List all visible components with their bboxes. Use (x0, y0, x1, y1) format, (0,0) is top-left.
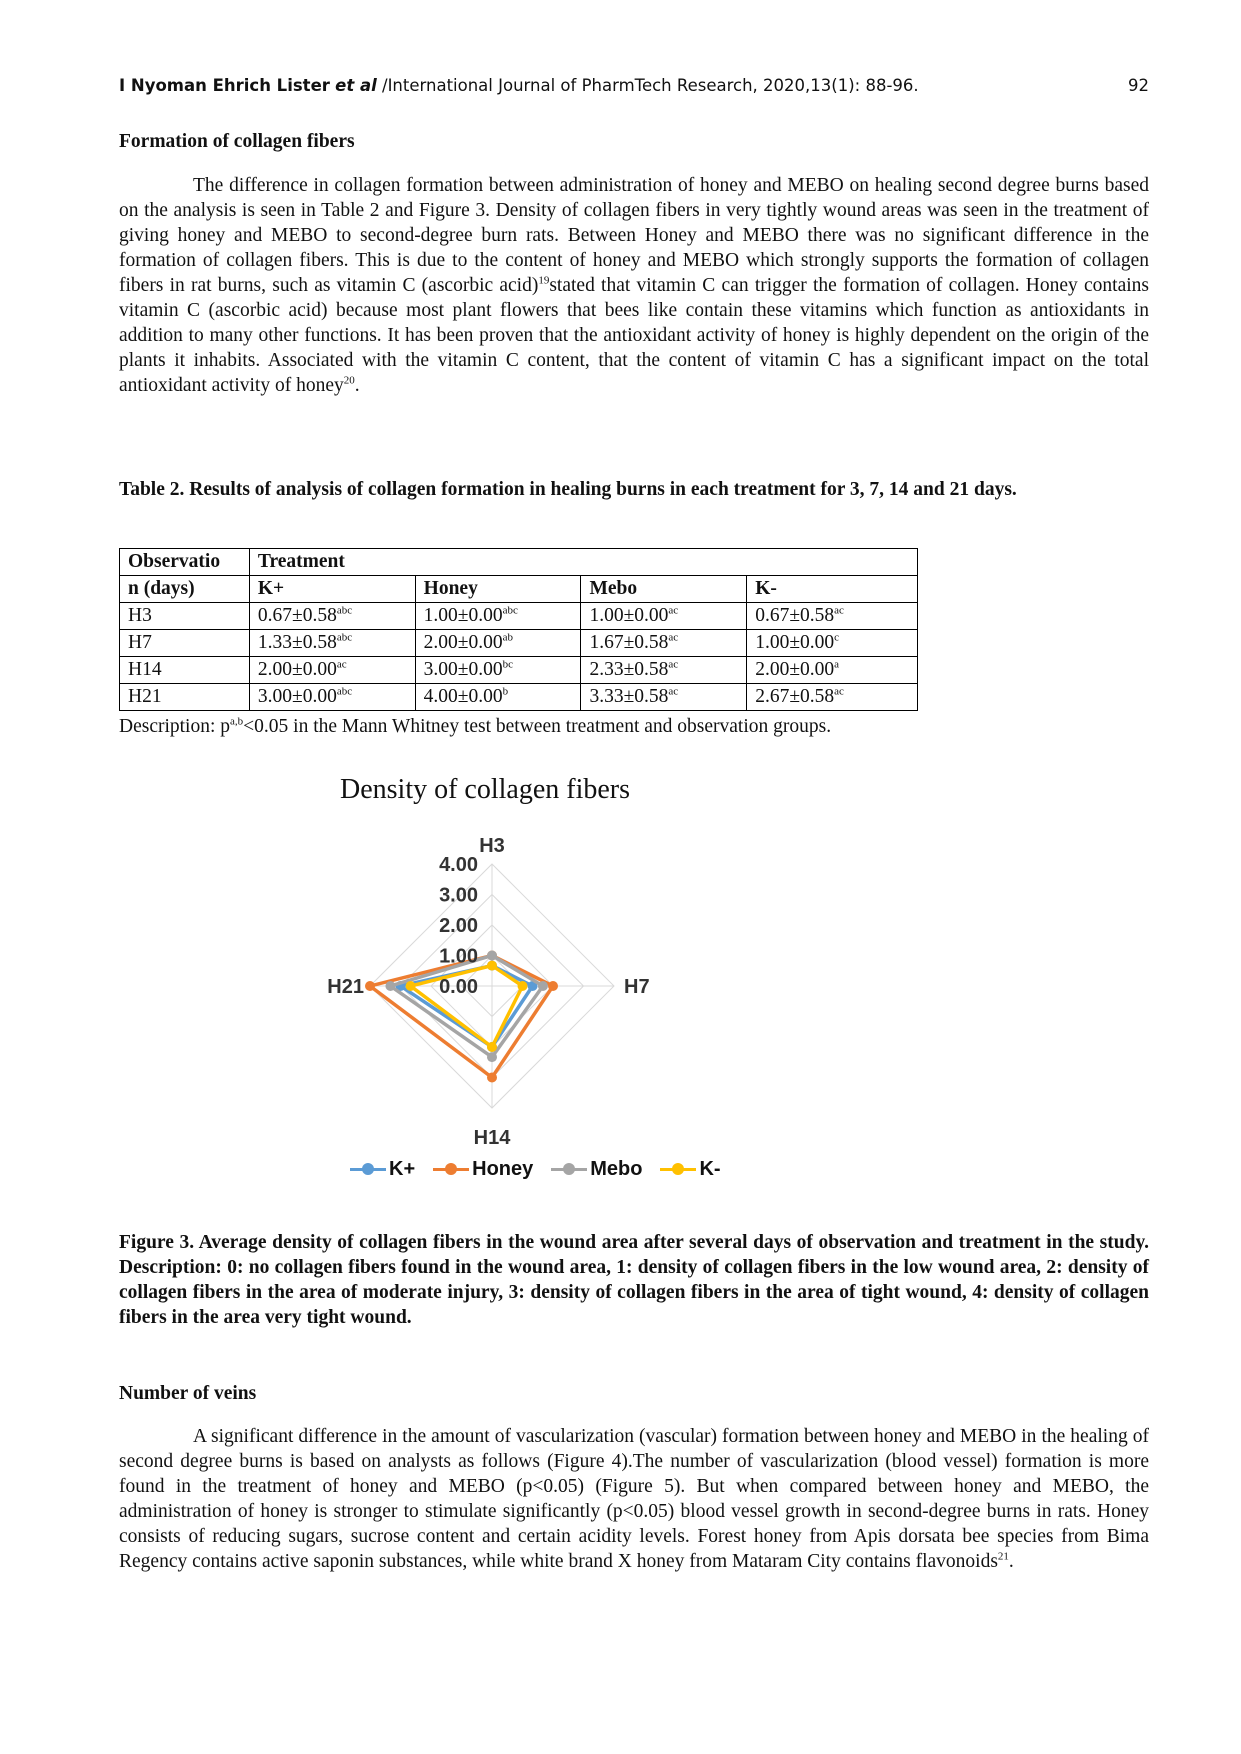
axis-tick-label: 3.00 (439, 884, 478, 907)
axis-label-h3: H3 (479, 835, 505, 857)
veins-text-end: . (1008, 1551, 1014, 1572)
chart-title: Density of collagen fibers (340, 774, 631, 805)
series-point (538, 981, 548, 991)
table-cell: 3.00±0.00$^{bc}$ (415, 657, 581, 684)
table-cell: 0.67±0.58$^{abc}$ (249, 603, 415, 630)
table-header-row (120, 549, 918, 576)
header-author: I Nyoman Ehrich Lister (119, 76, 330, 95)
series-point (365, 981, 375, 991)
legend-swatch-kplus (350, 1168, 386, 1171)
collagen-paragraph (119, 173, 1149, 398)
header-etal: et al (335, 76, 377, 95)
chart-legend (350, 1158, 721, 1181)
table-cell: 3.33±0.58$^{ac}$ (581, 684, 747, 711)
table-caption: Table 2. Results of analysis of collagen formation in healing burns in each treatment for 3, 7, 14 and 21 days. (119, 479, 1017, 500)
radar-chart (300, 820, 700, 1150)
table-row (120, 630, 918, 657)
col-header-mebo: Mebo (581, 576, 747, 603)
legend-item-mebo (551, 1158, 642, 1181)
collagen-text-b: stated that vitamin C can trigger the formation of collagen. Honey contains vitamin C (ascorbic acid) because most plant flowers that bees like contain these vitamins which function as antioxidants in addition to many other functions. It has been proven that the antioxidant activity of honey is highly dependent on the origin of the plants it inhabits. Associated with the vitamin C content, that the content of vitamin C has a significant impact on the total antioxidant activity of honey (119, 275, 1149, 396)
series-point (487, 951, 497, 961)
veins-paragraph (119, 1424, 1149, 1574)
col-header-honey: Honey (415, 576, 581, 603)
results-table (119, 548, 918, 711)
table-cell: 4.00±0.00$^b$ (415, 684, 581, 711)
axis-label-h14: H14 (473, 1127, 511, 1149)
table-cell: 1.00±0.00$^{ac}$ (581, 603, 747, 630)
legend-item-kplus (350, 1158, 415, 1181)
legend-swatch-kminus (660, 1168, 696, 1171)
section-heading-collagen: Formation of collagen fibers (119, 131, 355, 152)
col-header-kminus: K- (747, 576, 918, 603)
collagen-text-a: The difference in collagen formation between administration of honey and MEBO on healing second degree burns based on the analysis is seen in Table 2 and Figure 3. Density of collagen fibers in very tightly wound areas was seen in the treatment of giving honey and MEBO to second-degree burn rats. Between Honey and MEBO there was no significant difference in the formation of collagen fibers. This is due to the content of honey and MEBO which strongly supports the formation of collagen fibers in rat burns, such as vitamin C (ascorbic acid) (119, 175, 1149, 296)
axis-tick-label: 1.00 (439, 945, 478, 968)
axis-tick-label: 2.00 (439, 915, 478, 937)
series-point (518, 981, 528, 991)
table-row (120, 603, 918, 630)
header-observation-2: n (days) (120, 576, 250, 603)
legend-label-kplus: K+ (389, 1158, 416, 1180)
row-day: H3 (120, 603, 250, 630)
table-cell: 2.00±0.00$^{ac}$ (249, 657, 415, 684)
table-cell: 1.67±0.58$^{ac}$ (581, 630, 747, 657)
table-cell: 1.00±0.00$^c$ (747, 630, 918, 657)
table-cell: 1.00±0.00$^{abc}$ (415, 603, 581, 630)
running-header (119, 76, 1149, 102)
legend-item-kminus (660, 1158, 720, 1181)
row-day: H7 (120, 630, 250, 657)
header-observation-1: Observatio (120, 549, 250, 576)
legend-label-honey: Honey (472, 1158, 534, 1180)
table-row (120, 657, 918, 684)
series-point (487, 1052, 497, 1062)
series-point (406, 981, 416, 991)
citation-21: 21 (997, 1550, 1009, 1563)
table-note: Description: $p^{a,b}<0.05$ in the Mann Whitney test between treatment and observation groups. (119, 715, 832, 737)
table-row (120, 684, 918, 711)
row-day: H21 (120, 684, 250, 711)
table-cell: 2.00±0.00$^a$ (747, 657, 918, 684)
legend-label-kminus: K- (699, 1158, 721, 1180)
citation-20: 20 (343, 374, 355, 387)
axis-label-h21: H21 (327, 976, 364, 998)
table-cell: 2.67±0.58$^{ac}$ (747, 684, 918, 711)
table-cell: 3.00±0.00$^{abc}$ (249, 684, 415, 711)
legend-label-mebo: Mebo (590, 1158, 643, 1180)
figure-caption: Figure 3. Average density of collagen fibers in the wound area after several days of observation and treatment in the study. Description: 0: no collagen fibers found in the wound area, 1: density of collagen fibers in the low wound area, 2: density of collagen fibers in the area of moderate injury, 3: density of collagen fibers in the area of tight wound, 4: density of collagen fibers in the area very tight wound. (119, 1232, 1149, 1328)
citation-19: 19 (538, 274, 550, 287)
table-cell: 2.33±0.58$^{ac}$ (581, 657, 747, 684)
table-cell: 0.67±0.58$^{ac}$ (747, 603, 918, 630)
series-point (385, 981, 395, 991)
collagen-text-end: . (354, 375, 360, 396)
table-cell: 2.00±0.00$^{ab}$ (415, 630, 581, 657)
header-journal: /International Journal of PharmTech Research, 2020,13(1): 88-96. (376, 76, 919, 95)
axis-tick-label: 0.00 (439, 976, 478, 998)
page-number: 92 (1128, 76, 1149, 95)
col-header-kplus: K+ (249, 576, 415, 603)
header-treatment: Treatment (249, 549, 917, 576)
row-day: H14 (120, 657, 250, 684)
table-subheader-row (120, 576, 918, 603)
legend-swatch-honey (433, 1168, 469, 1171)
axis-tick-label: 4.00 (439, 854, 478, 876)
series-point (548, 981, 558, 991)
axis-label-h7: H7 (624, 976, 650, 998)
section-heading-veins: Number of veins (119, 1383, 257, 1404)
legend-item-honey (433, 1158, 533, 1181)
series-point (487, 1073, 497, 1083)
table-cell: 1.33±0.58$^{abc}$ (249, 630, 415, 657)
veins-text: A significant difference in the amount of vascularization (vascular) formation between honey and MEBO in the healing of second degree burns is based on analysts as follows (Figure 4).The number of vascularization (blood vessel) formation is more found in the treatment of honey and MEBO (p<0.05) (Figure 5). But when compared between honey and MEBO, the administration of honey is stronger to stimulate significantly (p<0.05) blood vessel growth in second-degree burns in rats. Honey consists of reducing sugars, sucrose content and certain acidity levels. Forest honey from Apis dorsata bee species from Bima Regency contains active saponin substances, while white brand X honey from Mataram City contains flavonoids (119, 1426, 1149, 1572)
legend-swatch-mebo (551, 1168, 587, 1171)
series-point (487, 1042, 497, 1052)
series-point (487, 961, 497, 971)
